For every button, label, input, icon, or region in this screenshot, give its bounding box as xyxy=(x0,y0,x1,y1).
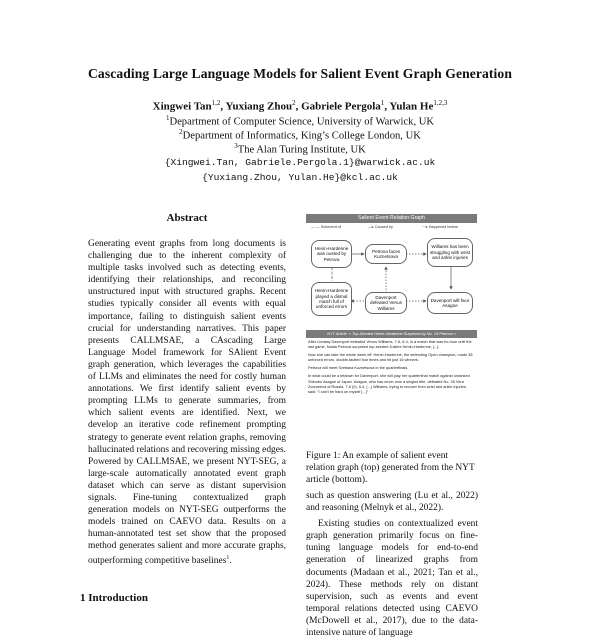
author-affiliation-mark: 1,2 xyxy=(211,99,221,107)
right-column-text xyxy=(306,490,478,639)
author-name: Gabriele Pergola xyxy=(301,100,381,113)
article-text xyxy=(308,340,475,443)
graph-node: Davenport defeated Venus Williams xyxy=(365,292,407,314)
author-name: Xingwei Tan xyxy=(152,100,212,113)
article-title-bar: NYT Article: « Top-Seeded Henin-Hardenne Surprised by No. 14 Petrova » xyxy=(306,330,477,338)
abstract-heading: Abstract xyxy=(166,212,208,224)
author-affiliation-mark: 1 xyxy=(380,99,385,107)
paragraph: such as question answering (Lu et al., 2022) and reasoning (Melnyk et al., 2022). xyxy=(306,491,478,514)
section-heading: 1 Introduction xyxy=(80,592,148,604)
paragraph: Existing studies on contextualized event graph generation primarily focus on fine-tuning language models for end-to-end generation of linearized graphs from documents (Madaan et al., 2021; Tan et al., 2024). These methods rely on distant supervision, such as events and event temporal relations detected using CAEVO (McDowell et al., 2017), due to the data-intensive nature of language xyxy=(306,519,478,639)
author-name: Yuxiang Zhou xyxy=(225,100,293,113)
affiliation-line: $^1$Department of Computer Science, University of Warwick, UK xyxy=(165,114,435,128)
affiliation-line: $^3$The Alan Turing Institute, UK xyxy=(234,142,366,156)
article-paragraph: After Lindsay Davenport defeated Venus Williams, 7-6, 6-4, in a match that was ho-hum until the last game, Nadia Petrova surprised top-seeded Justine Henin-Hardenne, [...]. xyxy=(308,340,472,350)
graph-node: Petrova faces Kuznetsova xyxy=(365,244,407,264)
author-name: Yulan He xyxy=(389,100,434,113)
abstract-text: Generating event graphs from long documents is challenging due to the inherent complexity of multiple tasks involved such as detecting events, identifying their relationships, and reconciling unstructured input with structured graphs. Recent studies typically consider all events with equal importance, failing to distinguish salient events crucial for understanding narratives. This paper presents CALLMSAE, a CAscading Large Language Model framework for SAlient Event graph generation, which leverages the capabilities of LLMs and eliminates the need for costly human annotations. We first identify salient events by prompting LLMs to generate summaries, from which salient events are identified. Next, we develop an iterative code refinement prompting strategy to generate event relation graphs, removing hallucinated relations and recovering missing edges. Powered by CALLMSAE, we present NYT-SEG, a large-scale automatically annotated event graph dataset which can serve as distant supervision signals. Fine-tuning contextualized graph generation models on NYT-SEG outperforms the models trained on CAEVO data. Results on a human-annotated test set show that the proposed method generates salient and more accurate graphs, outperforming competitive baselines$^1$. xyxy=(88,239,286,567)
graph-node: Henin-Hardenne played a dismal match full of unforced errors xyxy=(311,282,352,316)
article-paragraph: Now she can take the whole week off. Henin-Hardenne, the defending Open champion, made 38 unforced errors, double-faulted four times and hit just 16 winners. xyxy=(308,353,473,363)
article-paragraph: Petrova will meet Svetlana Kuznetsova in the quarterfinals. xyxy=(308,366,409,371)
email-line: {Yuxiang.Zhou, Yulan.He}@kcl.ac.uk xyxy=(202,172,398,183)
figure-1 xyxy=(306,214,477,443)
graph-node: Williams has been struggling with wrist and ankle injuries xyxy=(427,238,473,267)
graph-legend: — — Subevent of —▸ Caused by ⋯▸ Happened before xyxy=(311,225,459,229)
author-list: Xingwei Tan$^{1,2}$, Yuxiang Zhou$^2$, Gabriele Pergola$^1$, Yulan He$^{1,2,3}$ xyxy=(152,99,448,113)
email-line: {Xingwei.Tan, Gabriele.Pergola.1}@warwick.ac.uk xyxy=(164,157,436,168)
paper-title: Cascading Large Language Models for Salient Event Graph Generation xyxy=(88,66,512,81)
author-affiliation-mark: 2 xyxy=(292,99,296,107)
graph-title-bar: Salient Event Relation Graph xyxy=(306,214,477,223)
graph-node: Davenport will face Asagoe xyxy=(427,292,473,314)
figure-caption: Figure 1: An example of salient event relation graph (top) generated from the NYT article (bottom). xyxy=(306,451,475,485)
graph-node: Henin-Hardenne was ousted by Petrova xyxy=(311,240,352,268)
article-paragraph: In what could be a letdown for Davenport, she will play her quarterfinal match against unranked Shinobu Asagoe of Japan. Asagoe, who has never won a singles title, defeated No. 28 Vera Zvonareva of Russia, 7-6 (0), 6-4. [...] Williams, trying to recover from wrist and ankle injuries, said: "I can't be hard on myself [...]" xyxy=(308,374,470,394)
author-affiliation-mark: 1,2,3 xyxy=(433,99,448,107)
affiliation-line: $^2$Department of Informatics, King’s College London, UK xyxy=(179,128,421,142)
